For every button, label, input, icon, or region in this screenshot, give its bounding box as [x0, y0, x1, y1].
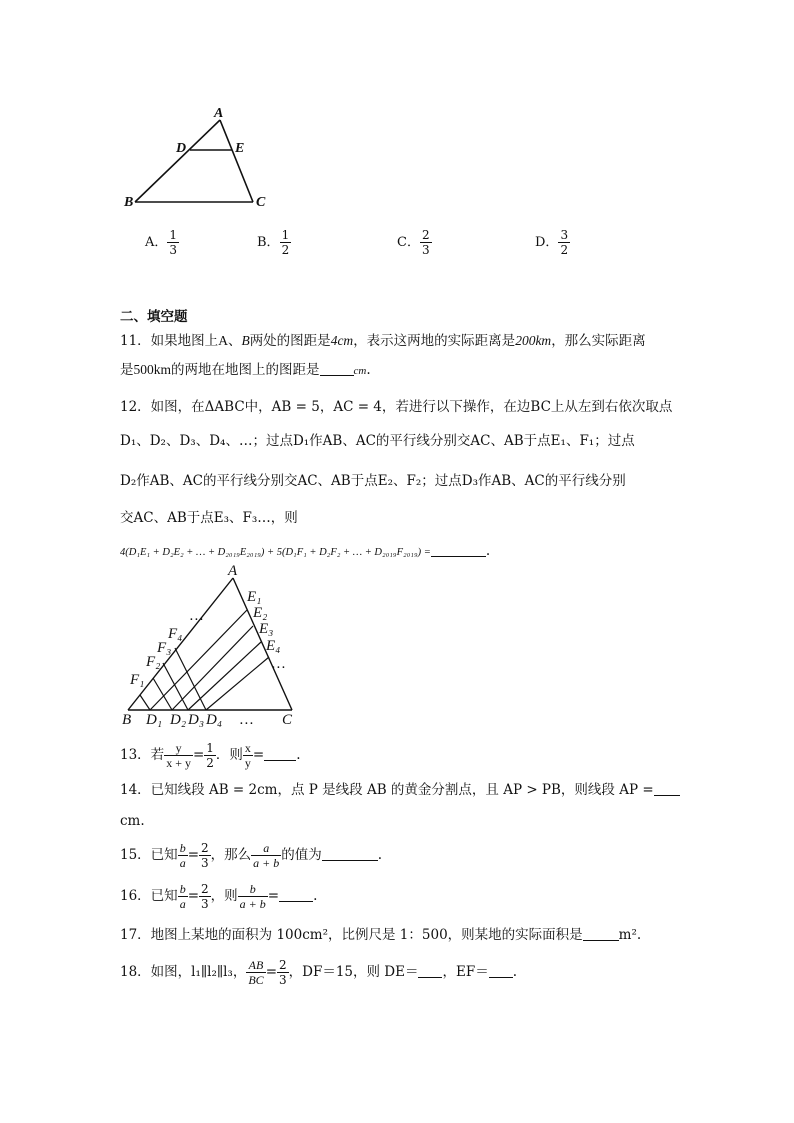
q17-line: 17．地图上某地的面积为 100cm²，比例尺是 1：500，则某地的实际面积是 m².	[120, 927, 642, 943]
fig2-label-f4: F₄	[168, 626, 183, 642]
fig2-label-d1: D₁	[146, 712, 163, 728]
section-title: 二、填空题	[120, 309, 188, 325]
q18-line: 18．如图，l₁∥l₂∥l₃， $\frac{AB}{BC}$ = $\frac{2}{3}$ ，DF＝15，则 DE＝ ，EF＝ .	[120, 958, 518, 987]
choice-b: B． $\frac{1}{2}$	[257, 228, 290, 257]
fig2-label-d4: D₄	[206, 712, 223, 728]
segment-d1f1	[140, 695, 150, 710]
answer-blank[interactable]	[431, 542, 486, 557]
q12-line4: 交AC、AB于点E₃、F₃…，则	[120, 510, 298, 526]
fig2-label-f3: F₃	[157, 640, 172, 656]
fig2-label-d2: D₂	[170, 712, 187, 728]
q14-line2: cm.	[120, 813, 145, 829]
fig2-label-d3: D₃	[188, 712, 205, 728]
answer-blank[interactable]	[418, 963, 442, 978]
q14-line1: 14．已知线段 AB = 2cm，点 P 是线段 AB 的黄金分割点，且 AP > PB，则线段 AP =	[120, 780, 680, 800]
q15-line: 15．已知 $\frac{b}{a}$ = $\frac{2}{3}$ ，那么 $\frac{a}{a + b}$ 的值为 .	[120, 841, 383, 870]
label-a: A	[214, 106, 224, 121]
side-ab	[135, 120, 220, 202]
label-b: B	[124, 195, 134, 210]
fig2-label-a: A	[228, 563, 238, 579]
answer-blank[interactable]	[264, 746, 296, 761]
side-ab	[128, 578, 233, 710]
fig2-label-c: C	[282, 712, 293, 728]
label-e: E	[235, 141, 245, 156]
q13-line: 13．若 $\frac{y}{x + y}$ = $\frac{1}{2}$ ．则 $\frac{x}{y}$ = .	[120, 741, 301, 770]
fig2-label-e1: E₁	[247, 589, 262, 605]
fig2-label-f1: F₁	[130, 672, 145, 688]
fig2-dots-right: …	[272, 656, 286, 672]
fig2-label-e3: E₃	[259, 621, 274, 637]
label-c: C	[256, 195, 266, 210]
fig2-label-e4: E₄	[266, 638, 281, 654]
answer-blank[interactable]	[654, 781, 680, 796]
side-ac	[233, 578, 292, 710]
choice-d: D． $\frac{3}{2}$	[535, 228, 569, 257]
q16-line: 16．已知 $\frac{b}{a}$ = $\frac{2}{3}$ ，则 $\frac{b}{a + b}$ = .	[120, 882, 318, 911]
segment-d3f3	[163, 663, 188, 710]
answer-blank[interactable]	[583, 926, 619, 941]
segment-d3e3	[188, 642, 261, 710]
choice-a: A． $\frac{1}{3}$	[145, 228, 178, 257]
choice-c: C． $\frac{2}{3}$	[397, 228, 430, 257]
triangle-figure-2	[120, 560, 320, 735]
q12-formula-line: 4(D₁E₁ + D₂E₂ + … + D₂₀₁₉E₂₀₁₉) + 5(D₁F₁ + D₂F₂ + … + D₂₀₁₉F₂₀₁₉) = .	[120, 543, 491, 559]
fig2-label-e2: E₂	[253, 605, 268, 621]
fig2-dots-bottom: …	[240, 712, 254, 728]
label-d: D	[176, 141, 187, 156]
fig2-label-b: B	[122, 712, 132, 728]
segment-d2f2	[153, 678, 172, 710]
q12-line2: D₁、D₂、D₃、D₄、…；过点D₁作AB、AC的平行线分别交AC、AB于点E₁、F₁；过点	[120, 433, 635, 449]
fig2-label-f2: F₂	[146, 654, 161, 670]
answer-blank[interactable]	[489, 963, 513, 978]
answer-blank[interactable]	[320, 361, 354, 376]
q12-line1: 12．如图，在ΔABC中，AB = 5，AC = 4，若进行以下操作，在边BC上从左到右依次取点	[120, 399, 673, 415]
side-ac	[220, 120, 253, 202]
q11-line2: 是500km的两地在地图上的图距是 cm.	[120, 362, 371, 378]
answer-blank[interactable]	[279, 887, 313, 902]
q11-line1: 11．如果地图上A、B两处的图距是4cm，表示这两地的实际距离是200km，那么实际距离	[120, 333, 646, 349]
answer-blank[interactable]	[322, 846, 378, 861]
q12-line3: D₂作AB、AC的平行线分别交AC、AB于点E₂、F₂；过点D₃作AB、AC的平行线分别	[120, 473, 626, 489]
fig2-dots-left: …	[190, 608, 204, 624]
